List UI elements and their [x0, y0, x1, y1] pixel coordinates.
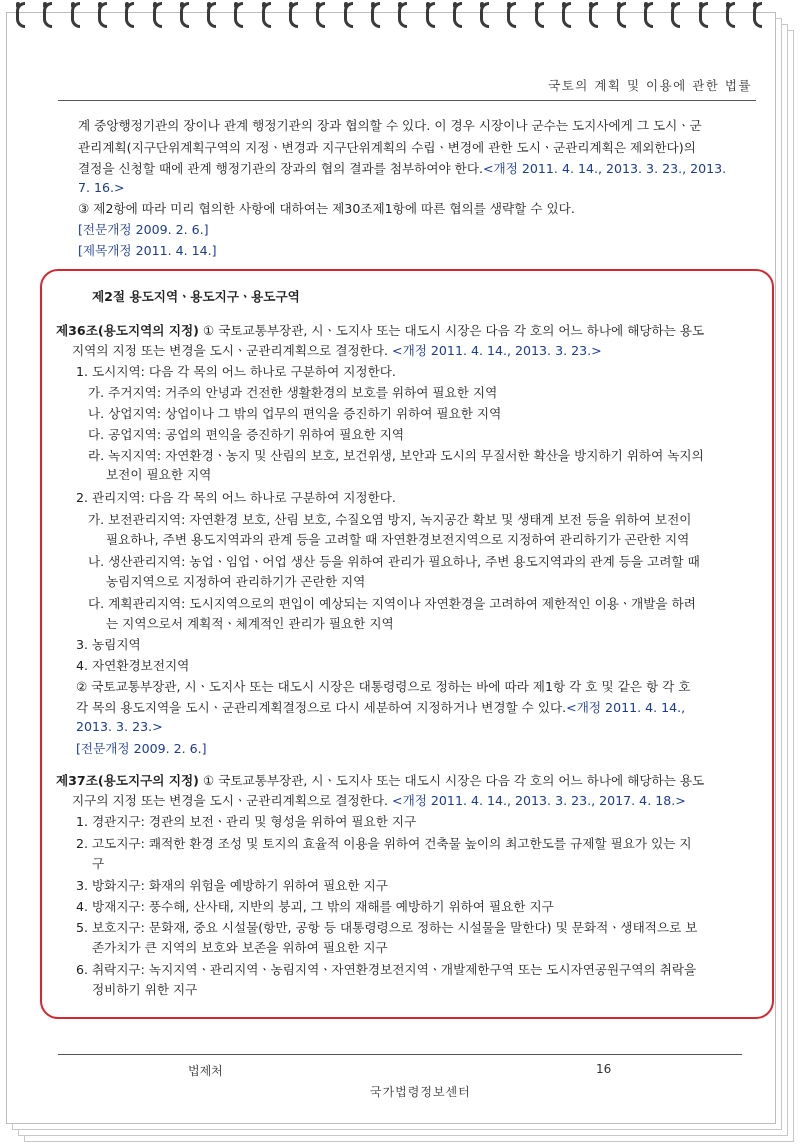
intro-line: 결정을 신청할 때에 관계 행정기관의 장과의 협의 결과를 첨부하여야 한다.<개정 2011. 4. 14., 2013. 3. 23., 2013. [78, 161, 727, 176]
revision-note: [전문개정 2009. 2. 6.] [76, 741, 207, 756]
list-item: 2. 관리지역: 다음 각 목의 어느 하나로 구분하여 지정한다. [76, 490, 396, 505]
list-item: 1. 도시지역: 다음 각 목의 어느 하나로 구분하여 지정한다. [76, 364, 396, 379]
binding-ring [153, 2, 162, 28]
list-item: 6. 취락지구: 녹지지역ㆍ관리지역ㆍ농림지역ㆍ자연환경보전지역ㆍ개발제한구역 또는 도시자연공원구역의 취락을 [76, 962, 697, 977]
binding-ring [562, 2, 571, 28]
amendment-note: <개정 2011. 4. 14., [566, 700, 686, 715]
binding-ring [617, 2, 626, 28]
binding-ring [71, 2, 80, 28]
intro-line: 계 중앙행정기관의 장이나 관계 행정기관의 장과 협의할 수 있다. 이 경우 시장이나 군수는 도지사에게 그 도시ㆍ군 [78, 118, 702, 133]
binding-ring [207, 2, 216, 28]
list-item: 가. 보전관리지역: 자연환경 보호, 산림 보호, 수질오염 방지, 녹지공간 확보 및 생태계 보전 등을 위하여 보전이 [88, 512, 692, 527]
page-number: 16 [596, 1062, 612, 1076]
list-item: 5. 보호지구: 문화재, 중요 시설물(항만, 공항 등 대통령령으로 정하는 시설물을 말한다) 및 문화적ㆍ생태적으로 보 [76, 920, 698, 935]
header-rule [58, 100, 756, 101]
binding-ring [589, 2, 598, 28]
binding-ring [671, 2, 680, 28]
binding-ring [507, 2, 516, 28]
section-title: 제2절 용도지역ㆍ용도지구ㆍ용도구역 [92, 289, 300, 304]
article-36-line: 제36조(용도지역의 지정) ① 국토교통부장관, 시ㆍ도지사 또는 대도시 시장은 다음 각 호의 어느 하나에 해당하는 용도 [56, 323, 705, 338]
paragraph-3: ③ 제2항에 따라 미리 협의한 사항에 대하여는 제30조제1항에 따른 협의를 생략할 수 있다. [78, 201, 575, 216]
binding-ring [644, 2, 653, 28]
list-item: 다. 계획관리지역: 도시지역으로의 편입이 예상되는 지역이나 자연환경을 고려하여 제한적인 이용ㆍ개발을 하려 [88, 596, 696, 611]
binding-ring [43, 2, 52, 28]
amendment-note: 2013. 3. 23.> [76, 719, 163, 734]
article-36-heading: 제36조(용도지역의 지정) [56, 323, 199, 338]
list-item: 는 지역으로서 계획적ㆍ체계적인 관리가 필요한 지역 [106, 616, 394, 631]
intro-line: 관리계획(지구단위계획구역의 지정ㆍ변경과 지구단위계획의 수립ㆍ변경에 관한 도시ㆍ군관리계획은 제외한다)의 [78, 140, 696, 155]
amendment-note: <개정 2011. 4. 14., 2013. 3. 23.> [392, 343, 602, 358]
binding-ring [535, 2, 544, 28]
paragraph-2: 각 목의 용도지역을 도시ㆍ군관리계획결정으로 다시 세분하여 지정하거나 변경할 수 있다.<개정 2011. 4. 14., [76, 700, 686, 715]
list-item: 농림지역으로 지정하여 관리하기가 곤란한 지역 [106, 574, 366, 589]
binding-ring [398, 2, 407, 28]
binding-ring [753, 2, 762, 28]
binding-ring [180, 2, 189, 28]
list-item: 정비하기 위한 지구 [92, 982, 198, 997]
binding-ring [262, 2, 271, 28]
binding-ring [316, 2, 325, 28]
binding-ring [16, 2, 25, 28]
list-item: 나. 생산관리지역: 농업ㆍ임업ㆍ어업 생산 등을 위하여 관리가 필요하나, 주변 용도지역과의 관계 등을 고려할 때 [88, 554, 700, 569]
binding-ring [234, 2, 243, 28]
list-item: 1. 경관지구: 경관의 보전ㆍ관리 및 형성을 위하여 필요한 지구 [76, 814, 417, 829]
revision-note: [전문개정 2009. 2. 6.] [78, 222, 209, 237]
amendment-note: 7. 16.> [78, 180, 125, 195]
list-item: 3. 농림지역 [76, 637, 141, 652]
binding-ring [125, 2, 134, 28]
footer-center: 국가법령정보센터 [370, 1085, 471, 1099]
binding-ring [344, 2, 353, 28]
binding-ring [289, 2, 298, 28]
amendment-note: <개정 2011. 4. 14., 2013. 3. 23., 2013. [483, 161, 727, 176]
title-revision-note: [제목개정 2011. 4. 14.] [78, 243, 217, 258]
binding-ring [480, 2, 489, 28]
list-item: 필요하나, 주변 용도지역과의 관계 등을 고려할 때 자연환경보전지역으로 지정하여 관리하기가 곤란한 지역 [106, 532, 690, 547]
list-item: 2. 고도지구: 쾌적한 환경 조성 및 토지의 효율적 이용을 위하여 건축물 높이의 최고한도를 규제할 필요가 있는 지 [76, 836, 692, 851]
paragraph-2: ② 국토교통부장관, 시ㆍ도지사 또는 대도시 시장은 대통령령으로 정하는 바에 따라 제1항 각 호 및 같은 항 각 호 [76, 679, 691, 694]
binding-ring [98, 2, 107, 28]
list-item: 4. 자연환경보전지역 [76, 658, 190, 673]
binding-ring [371, 2, 380, 28]
header-title: 국토의 계획 및 이용에 관한 법률 [548, 78, 752, 93]
binding-ring [426, 2, 435, 28]
list-item: 구 [92, 856, 105, 871]
list-item: 3. 방화지구: 화재의 위험을 예방하기 위하여 필요한 지구 [76, 878, 388, 893]
binding-ring [453, 2, 462, 28]
article-36-line: 지역의 지정 또는 변경을 도시ㆍ군관리계획으로 결정한다. <개정 2011. 4. 14., 2013. 3. 23.> [72, 343, 602, 358]
list-item: 나. 상업지역: 상업이나 그 밖의 업무의 편익을 증진하기 위하여 필요한 지역 [88, 406, 502, 421]
footer-source: 법제처 [188, 1064, 223, 1078]
binding-ring [699, 2, 708, 28]
list-item: 4. 방재지구: 풍수해, 산사태, 지반의 붕괴, 그 밖의 재해를 예방하기 위하여 필요한 지구 [76, 899, 554, 914]
article-37-line: 제37조(용도지구의 지정) ① 국토교통부장관, 시ㆍ도지사 또는 대도시 시장은 다음 각 호의 어느 하나에 해당하는 용도 [56, 773, 705, 788]
list-item: 라. 녹지지역: 자연환경ㆍ농지 및 산림의 보호, 보건위생, 보안과 도시의 무질서한 확산을 방지하기 위하여 녹지의 [88, 448, 704, 463]
list-item: 존가치가 큰 지역의 보호와 보존을 위하여 필요한 지구 [92, 940, 388, 955]
amendment-note: <개정 2011. 4. 14., 2013. 3. 23., 2017. 4. 18.> [392, 793, 686, 808]
article-37-heading: 제37조(용도지구의 지정) [56, 773, 199, 788]
binding-ring [726, 2, 735, 28]
spiral-binding [0, 0, 800, 34]
list-item: 다. 공업지역: 공업의 편익을 증진하기 위하여 필요한 지역 [88, 427, 405, 442]
article-37-line: 지구의 지정 또는 변경을 도시ㆍ군관리계획으로 결정한다. <개정 2011. 4. 14., 2013. 3. 23., 2017. 4. 18.> [72, 793, 686, 808]
list-item: 가. 주거지역: 거주의 안녕과 건전한 생활환경의 보호를 위하여 필요한 지역 [88, 385, 498, 400]
list-item: 보전이 필요한 지역 [106, 467, 212, 482]
footer-rule [58, 1054, 742, 1055]
